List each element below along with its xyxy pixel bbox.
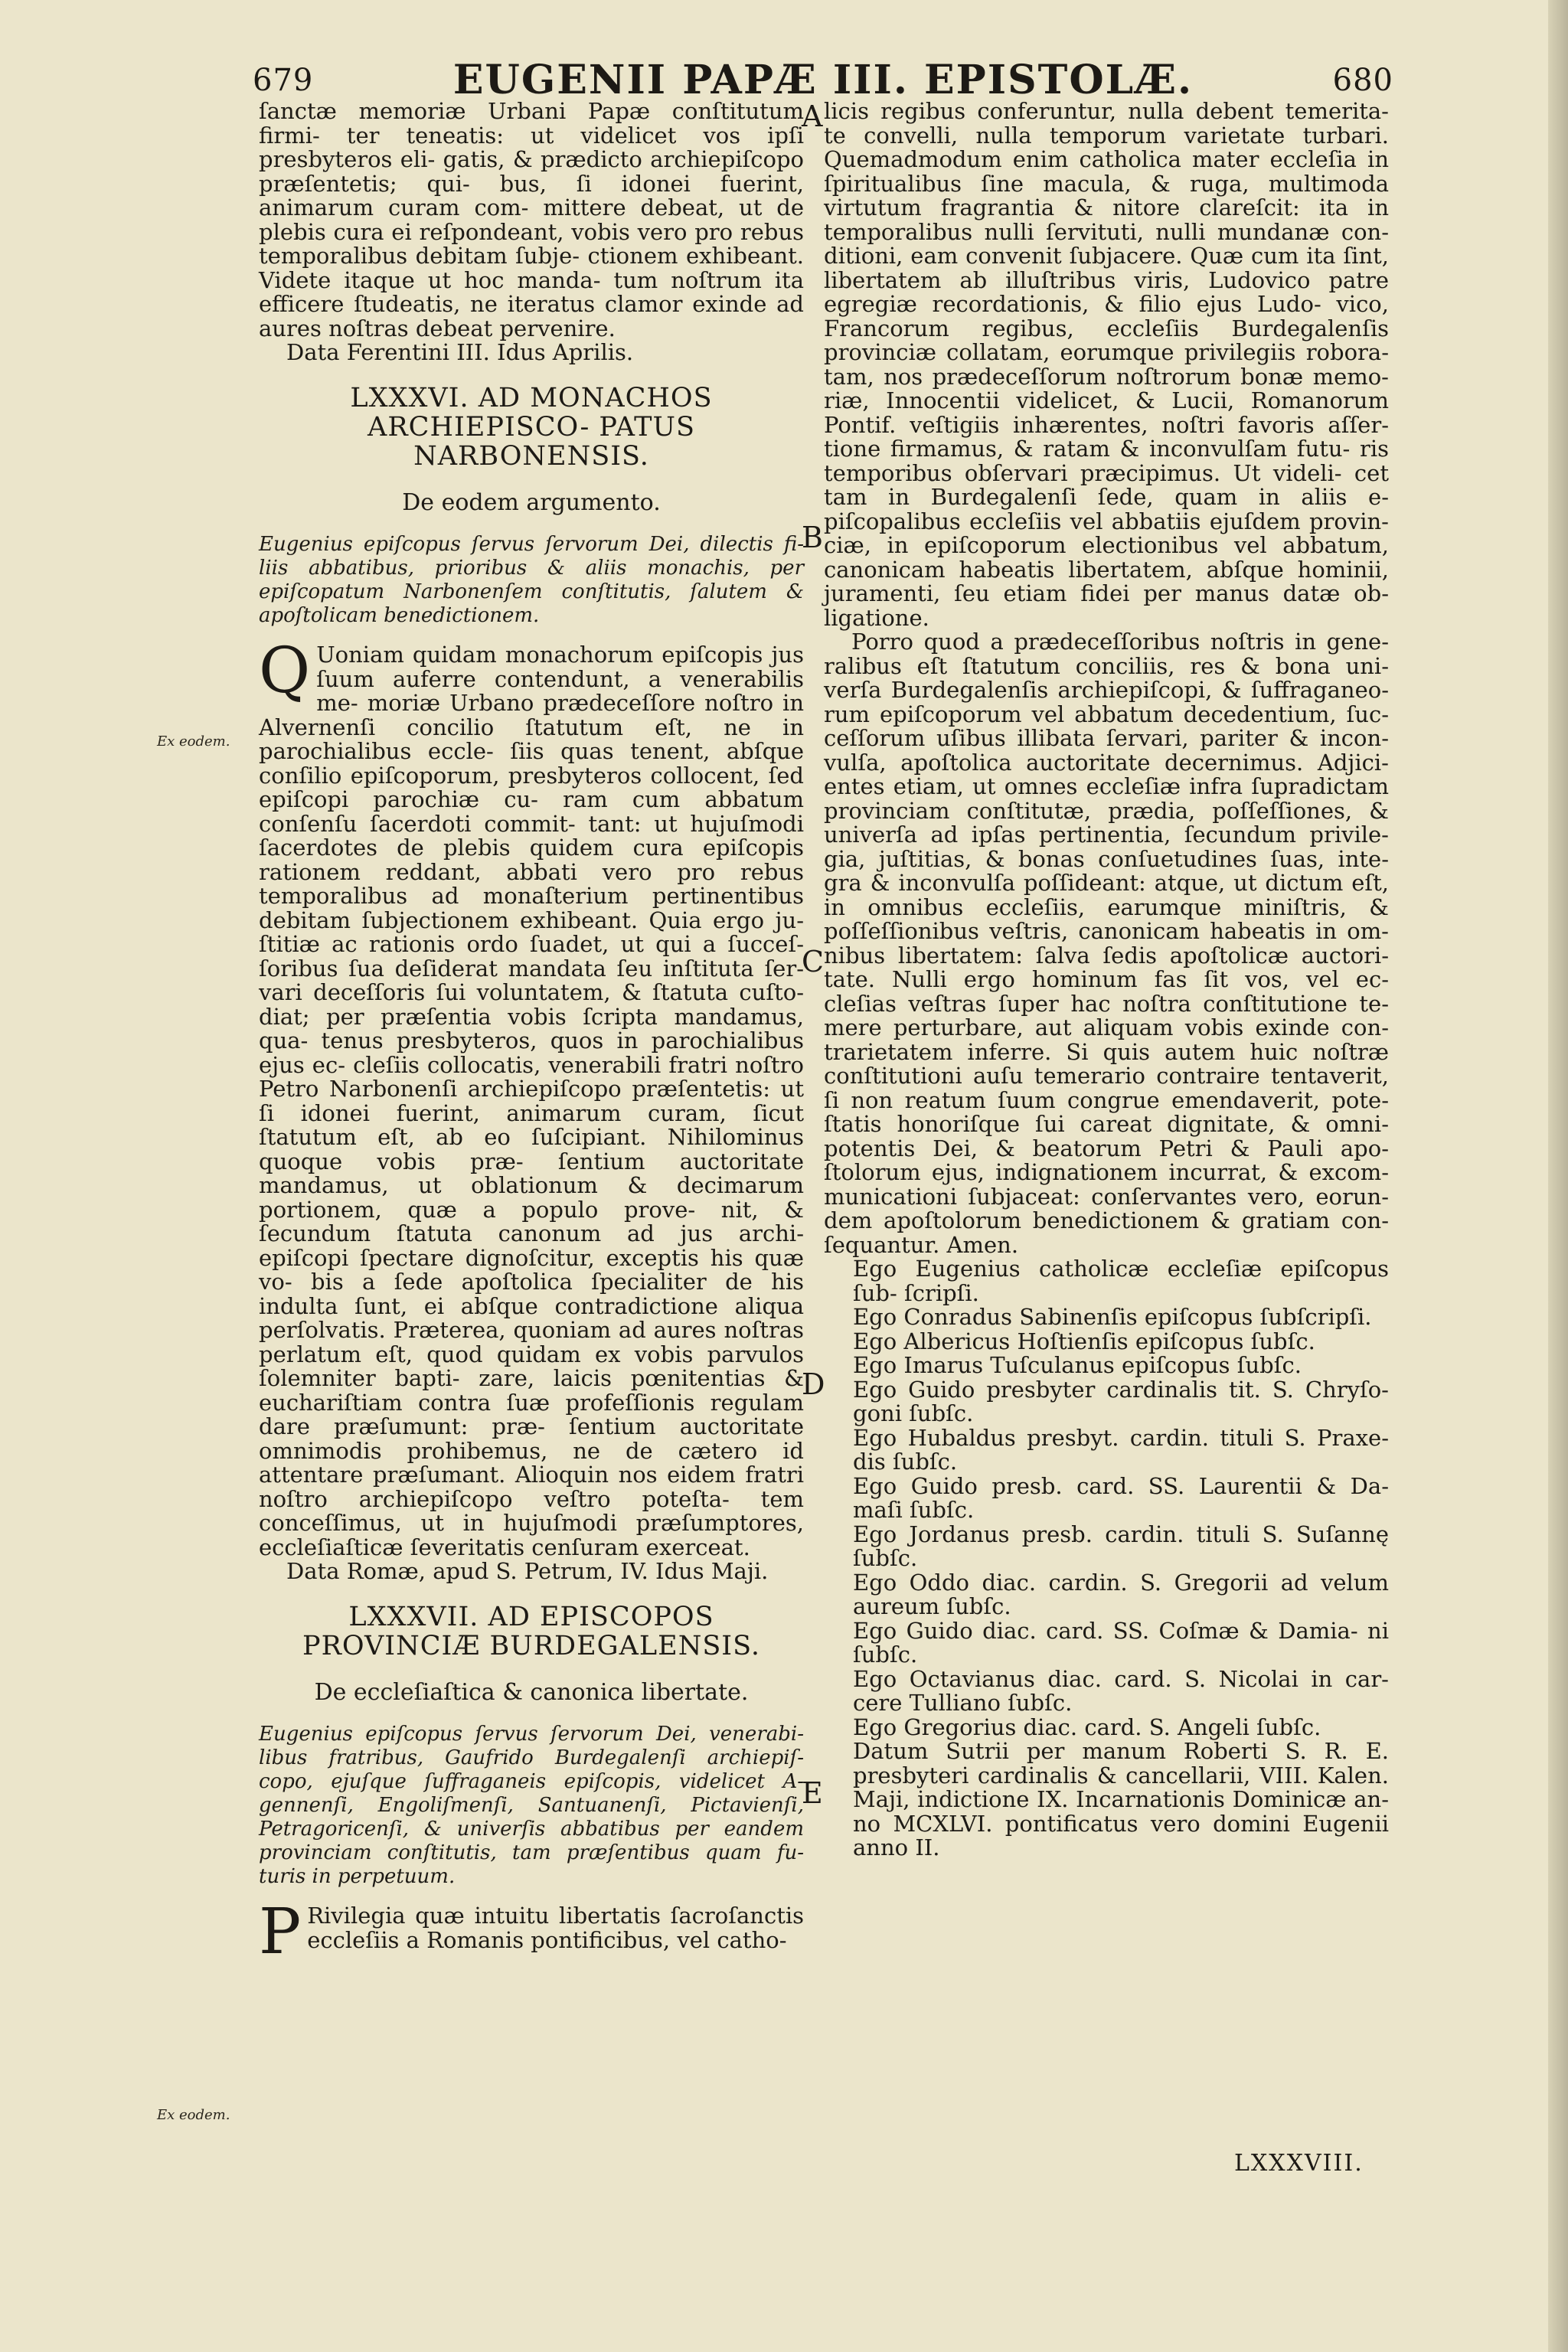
- letter-body-text: Uoniam quidam monachorum epiſcopis jus ſuum auferre contendunt, a venerabilis me- moriæ Urbano prædeceſſore noſtro in Alvernenſi concilio ſtatutum eſt, ne in parochialibus eccle- ſiis quas tenent, abſque conſilio epiſcoporum, presbyteros collocent, ſed epiſcopi parochiæ cu- ram cum abbatum conſenſu ſacerdoti commit- tant: ut hujuſmodi ſacerdotes de plebis quidem cura epiſcopis rationem reddant, abbati vero pro rebus temporalibus ad monaſterium pertinentibus debitam ſubjectionem exhibeant. Quia ergo ju- ſtitiæ ac rationis ordo ſuadet, ut qui a ſucceſ- ſoribus ſua deſiderat mandata ſeu inſtituta ſer- vari deceſſoris ſui voluntatem, & ſtatuta cuſto- diat; per præſentia vobis ſcripta mandamus, qua- tenus presbyteros, quos in parochialibus ejus ec- cleſiis collocatis, venerabili fratri noſtro Petro Narbonenſi archiepiſcopo præſentetis: ut ſi idonei fuerint, animarum curam, ſicut ſtatutum eſt, ab eo ſuſcipiant. Nihilominus quoque vobis præ- ſentium auctoritate mandamus, ut oblationum & decimarum portionem, quæ a populo prove- nit, & ſecundum ſtatuta canonum ad jus archi- epiſcopi ſpectare dignoſcitur, exceptis his quæ vo- bis a ſede apoſtolica ſpecialiter de his indulta ſunt, ei abſque contradictione aliqua perſolvatis. Præterea, quoniam ad aures noſtras perlatum eſt, quod quidam ex vobis parvulos ſolemniter bapti- zare, laicis pœnitentias & euchariſtiam contra ſuæ profeſſionis regulam dare præſumunt: præ- ſentium auctoritate omnimodis prohibemus, ne de cætero id attentare præſumant. Alioquin nos eidem fratri noſtro archiepiſcopo veſtro poteſta- tem conceſſimus, ut in hujuſmodi præſumptores, eccleſiaſticæ ſeveritatis cenſuram exerceat.: [259, 642, 804, 1560]
- signature-line: Ego Guido presb. card. SS. Laurentii & Da- maſi ſubſc.: [853, 1472, 1389, 1523]
- signature-line: Ego Jordanus presb. cardin. tituli S. Suſannę ſubſc.: [853, 1521, 1389, 1571]
- letter-heading: LXXXVII. AD EPISCOPOS PROVINCIÆ BURDEGALENSIS.: [302, 1601, 760, 1661]
- drop-cap: P: [259, 1896, 302, 1968]
- signature-line: Ego Gregorius diac. card. S. Angeli ſubſc.: [853, 1713, 1321, 1740]
- date-line: Data Ferentini III. Idus Aprilis.: [286, 339, 634, 365]
- letter-subtitle: De eodem argumento.: [402, 488, 661, 516]
- right-page-number: 680: [1332, 63, 1393, 98]
- section-marker: E: [802, 1776, 823, 1810]
- signature-line: Ego Guido presbyter cardinalis tit. S. Chryſo- goni ſubſc.: [853, 1376, 1389, 1426]
- drop-cap: Q: [259, 635, 311, 707]
- letter-body: [259, 1896, 804, 1968]
- section-marker: D: [802, 1367, 825, 1401]
- letter-heading: LXXXVI. AD MONACHOS ARCHIEPISCO- PATUS NARBONENSIS.: [350, 382, 713, 472]
- letter-address: Eugenius epiſcopus ſervus ſervorum Dei, venerabi- libus fratribus, Gaufrido Burdegalenſi archiepiſ- copo, ejuſque ſuffraganeis epiſcopis, videlicet A- gennenſi, Engoliſmenſi, Santuanenſi, Pictavienſi, Petragoricenſi, & univerſis abbatibus per eandem provinciam conſtitutis, tam præſentibus quam fu- turis in perpetuum.: [259, 1723, 804, 1888]
- signature-line: Ego Hubaldus presbyt. cardin. tituli S. Praxe- dis ſubſc.: [853, 1424, 1389, 1475]
- signature-line: Ego Albericus Hoſtienſis epiſcopus ſubſc.: [853, 1328, 1315, 1354]
- margin-note: Ex eodem.: [157, 733, 230, 750]
- signature-line: Ego Eugenius catholicæ eccleſiæ epiſcopus ſub- ſcripſi.: [853, 1256, 1389, 1306]
- letter-body-text: Rivilegia quæ intuitu libertatis ſacroſanctis eccleſiis a Romanis pontificibus, vel catho-: [307, 1903, 804, 1953]
- section-marker: C: [802, 945, 825, 978]
- page-binding-edge: [1548, 0, 1568, 2352]
- letter-body-text: licis regibus conferuntur, nulla debent temerita- te convelli, nulla temporum varietate turbari. Quemadmodum enim catholica mater eccleſia in ſpiritualibus ſine macula, & ruga, multimoda virtutum fragrantia & nitore clareſcit: ita in temporalibus nulli ſervituti, nulli mundanæ con- ditioni, eam convenit ſubjacere. Quæ cum ita ſint, libertatem ab illuſtribus viris, Ludovico patre egregiæ recordationis, & filio ejus Ludo- vico, Francorum regibus, eccleſiis Burdegalenſis provinciæ collatam, eorumque privilegiis robora- tam, nos prædeceſſorum noſtrorum bonæ memo- riæ, Innocentii videlicet, & Lucii, Romanorum Pontif. veſtigiis inhærentes, noſtri favoris aſſer- tione firmamus, & ratam & inconvulſam futu- ris temporibus obſervari præcipimus. Ut videli- cet tam in Burdegalenſi ſede, quam in aliis e- piſcopalibus eccleſiis vel abbatiis ejuſdem provin- ciæ, in epiſcoporum electionibus vel abbatum, canonicam habeatis libertatem, abſque hominii, juramenti, ſeu etiam fidei per manus datæ ob- ligatione.: [824, 98, 1389, 631]
- signature-line: Ego Imarus Tuſculanus epiſcopus ſubſc.: [853, 1352, 1302, 1378]
- right-column: [824, 100, 1389, 1860]
- catchword: LXXXVIII.: [1234, 2150, 1364, 2177]
- letter-address: Eugenius epiſcopus ſervus ſervorum Dei, dilectis fi- liis abbatibus, prioribus & aliis monachis, per epiſcopatum Narbonenſem conſtitutis, ſalutem & apoſtolicam benedictionem.: [259, 533, 804, 627]
- datum-line: Datum Sutrii per manum Roberti S. R. E. presbyteri cardinalis & cancellarii, VIII. Kalen. Maji, indictione IX. Incarnationis Dominicæ an- no MCXLVI. pontificatus vero domini Eugenii anno II.: [853, 1738, 1389, 1860]
- left-column: [259, 98, 804, 1968]
- date-line: Data Romæ, apud S. Petrum, IV. Idus Maji.: [286, 1558, 769, 1584]
- section-marker: B: [802, 521, 823, 554]
- section-marker: A: [802, 100, 823, 133]
- margin-note: Ex eodem.: [157, 2107, 230, 2123]
- letter-body-text: Porro quod a prædeceſſoribus noſtris in gene- ralibus eſt ſtatutum conciliis, res & bona uni- verſa Burdegalenſis archiepiſcopi, & ſuffraganeo- rum epiſcoporum vel abbatum decedentium, ſuc- ceſſorum uſibus illibata ſervari, pariter & incon- vulſa, apoſtolica auctoritate decernimus. Adjici- entes etiam, ut omnes eccleſiæ infra ſupradictam provinciam conſtitutæ, prædia, poſſeſſiones, & univerſa ad ipſas pertinentia, ſecundum privile- gia, juſtitias, & bonas conſuetudines ſuas, inte- gra & inconvulſa poſſideant: atque, ut dictum eſt, in omnibus eccleſiis, earumque miniſtris, & poſſeſſionibus veſtris, canonicam habeatis in om- nibus libertatem: ſalva ſedis apoſtolicæ auctori- tate. Nulli ergo hominum fas ſit vos, vel ec- cleſias veſtras ſuper hac noſtra conſtitutione te- mere perturbare, aut aliquam vobis exinde con- trarietatem inferre. Si quis autem huic noſtræ conſtitutioni auſu temerario contraire tentaverit, ſi non reatum ſuum congrue emendaverit, pote- ſtatis honoriſque ſui careat dignitate, & omni- potentis Dei, & beatorum Petri & Pauli apo- ſtolorum ejus, indignationem incurrat, & excom- municationi ſubjaceat: conſervantes vero, eorun- dem apoſtolorum benedictionem & gratiam con- ſequantur. Amen.: [824, 629, 1389, 1258]
- signature-line: Ego Guido diac. card. SS. Coſmæ & Damia- ni ſubſc.: [853, 1617, 1389, 1668]
- left-page-number: 679: [253, 63, 314, 98]
- running-title: EUGENII PAPÆ III. EPISTOLÆ.: [452, 57, 1194, 103]
- letter-body: [259, 635, 804, 1560]
- signature-line: Ego Oddo diac. cardin. S. Gregorii ad velum aureum ſubſc.: [853, 1569, 1389, 1619]
- signature-line: Ego Conradus Sabinenſis epiſcopus ſubſcripſi.: [853, 1304, 1372, 1330]
- letter-subtitle: De eccleſiaſtica & canonica libertate.: [314, 1678, 749, 1706]
- continuation-text: ſanctæ memoriæ Urbani Papæ conſtitutum firmi- ter teneatis: ut videlicet vos ipſi presbyteros eli- gatis, & prædicto archiepiſcopo præſentetis; qui- bus, ſi idonei fuerint, animarum curam com- mittere debeat, ut de plebis cura ei reſpondeant, vobis vero pro rebus temporalibus debitam ſubje- ctionem exhibeant. Videte itaque ut hoc manda- tum noſtrum ita efficere ſtudeatis, ne iteratus clamor exinde ad aures noſtras debeat pervenire.: [259, 98, 804, 341]
- signature-line: Ego Octavianus diac. card. S. Nicolai in car- cere Tulliano ſubſc.: [853, 1665, 1389, 1716]
